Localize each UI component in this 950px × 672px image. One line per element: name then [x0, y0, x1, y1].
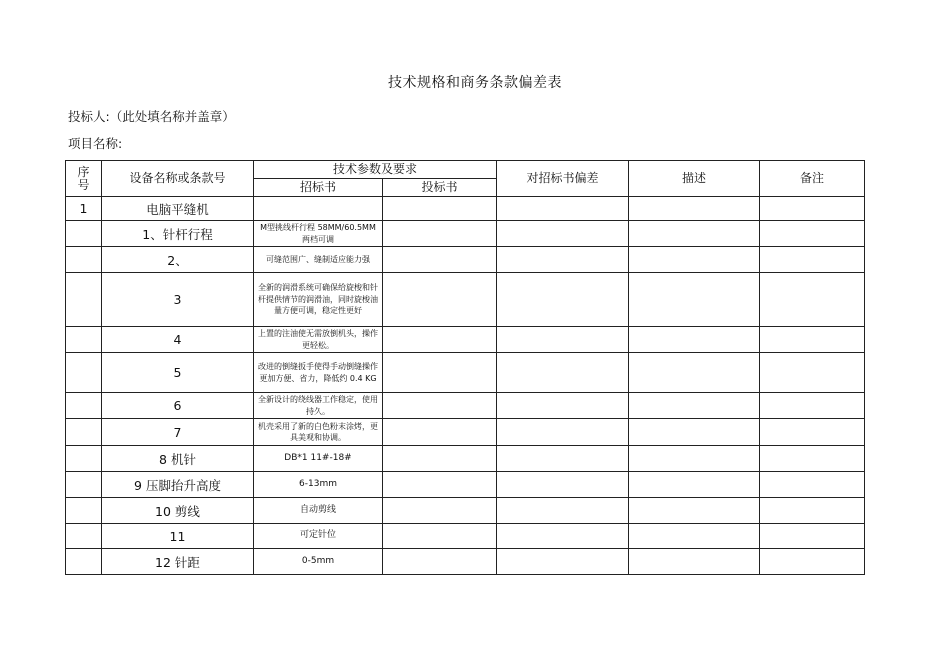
table-row: [66, 393, 865, 419]
cell-deviation: [497, 247, 629, 273]
cell-description: [629, 524, 760, 549]
cell-tender-spec: [254, 197, 383, 221]
table-row: [66, 498, 865, 524]
bidder-label: 投标人:（此处填名称并盖章）: [68, 109, 235, 124]
table-row: [66, 524, 865, 549]
cell-item: 1、针杆行程: [102, 221, 254, 247]
cell-seq: [66, 273, 102, 327]
cell-bid-spec: [383, 197, 497, 221]
cell-bid-spec: [383, 273, 497, 327]
header-bid-doc: 投标书: [383, 179, 497, 197]
cell-tender-spec: 可定针位: [254, 524, 383, 549]
cell-seq: [66, 221, 102, 247]
cell-description: [629, 221, 760, 247]
cell-description: [629, 247, 760, 273]
cell-seq: [66, 446, 102, 472]
header-deviation: 对招标书偏差: [497, 161, 629, 197]
cell-bid-spec: [383, 498, 497, 524]
cell-tender-spec: 全新的润滑系统可确保给旋梭和针杆提供情节的润滑油，同时旋梭油量方便可调，稳定性更好: [254, 273, 383, 327]
cell-seq: [66, 353, 102, 393]
cell-deviation: [497, 393, 629, 419]
cell-remark: [760, 221, 865, 247]
cell-deviation: [497, 327, 629, 353]
table-row: [66, 472, 865, 498]
deviation-table: [65, 160, 865, 575]
header-tech-params: 技术参数及要求: [254, 161, 497, 179]
cell-deviation: [497, 498, 629, 524]
cell-deviation: [497, 472, 629, 498]
cell-remark: [760, 524, 865, 549]
cell-deviation: [497, 446, 629, 472]
cell-deviation: [497, 273, 629, 327]
cell-description: [629, 393, 760, 419]
cell-tender-spec: 机壳采用了新的白色粉末涂烤，更具美观和协调。: [254, 419, 383, 446]
cell-seq: [66, 498, 102, 524]
cell-description: [629, 419, 760, 446]
cell-remark: [760, 472, 865, 498]
header-item: 设备名称或条款号: [102, 161, 254, 197]
cell-bid-spec: [383, 524, 497, 549]
cell-item: 12 针距: [102, 549, 254, 575]
header-description: 描述: [629, 161, 760, 197]
table-row: [66, 247, 865, 273]
cell-remark: [760, 273, 865, 327]
cell-bid-spec: [383, 327, 497, 353]
header-remark: 备注: [760, 161, 865, 197]
cell-description: [629, 549, 760, 575]
cell-item: 10 剪线: [102, 498, 254, 524]
cell-description: [629, 353, 760, 393]
cell-tender-spec: 上置的注油使无需放倒机头，操作更轻松。: [254, 327, 383, 353]
table-row: [66, 327, 865, 353]
table-row: [66, 549, 865, 575]
cell-deviation: [497, 549, 629, 575]
cell-remark: [760, 353, 865, 393]
cell-item: 电脑平缝机: [102, 197, 254, 221]
cell-seq: [66, 419, 102, 446]
table-row: [66, 221, 865, 247]
cell-remark: [760, 446, 865, 472]
cell-tender-spec: 全新设计的绕线器工作稳定，使用持久。: [254, 393, 383, 419]
cell-deviation: [497, 221, 629, 247]
cell-bid-spec: [383, 221, 497, 247]
cell-item: 4: [102, 327, 254, 353]
cell-remark: [760, 247, 865, 273]
table-body: [66, 197, 865, 575]
cell-seq: [66, 472, 102, 498]
cell-tender-spec: 自动剪线: [254, 498, 383, 524]
cell-bid-spec: [383, 419, 497, 446]
cell-tender-spec: 改进的倒缝扳手使得手动倒缝操作更加方便、省力，降低约 0.4 KG: [254, 353, 383, 393]
cell-bid-spec: [383, 549, 497, 575]
cell-item: 6: [102, 393, 254, 419]
cell-item: 9 压脚抬升高度: [102, 472, 254, 498]
header-seq: 序号: [66, 161, 102, 197]
cell-remark: [760, 419, 865, 446]
cell-remark: [760, 549, 865, 575]
cell-seq: 1: [66, 197, 102, 221]
cell-tender-spec: 可缝范围广、缝制适应能力强: [254, 247, 383, 273]
project-name-label: 项目名称:: [68, 136, 123, 151]
cell-item: 2、: [102, 247, 254, 273]
cell-remark: [760, 393, 865, 419]
cell-remark: [760, 327, 865, 353]
table-row: [66, 197, 865, 221]
cell-description: [629, 327, 760, 353]
page-title: 技术规格和商务条款偏差表: [388, 75, 562, 91]
cell-seq: [66, 247, 102, 273]
cell-tender-spec: DB*1 11#-18#: [254, 446, 383, 472]
cell-bid-spec: [383, 247, 497, 273]
cell-bid-spec: [383, 353, 497, 393]
cell-deviation: [497, 353, 629, 393]
header-tender-doc: 招标书: [254, 179, 383, 197]
cell-description: [629, 472, 760, 498]
cell-tender-spec: 6-13mm: [254, 472, 383, 498]
table-row: [66, 353, 865, 393]
cell-seq: [66, 549, 102, 575]
cell-remark: [760, 197, 865, 221]
table-row: [66, 273, 865, 327]
cell-bid-spec: [383, 393, 497, 419]
cell-bid-spec: [383, 472, 497, 498]
cell-description: [629, 498, 760, 524]
cell-deviation: [497, 419, 629, 446]
cell-seq: [66, 524, 102, 549]
cell-item: 7: [102, 419, 254, 446]
cell-item: 11: [102, 524, 254, 549]
cell-item: 3: [102, 273, 254, 327]
cell-item: 8 机针: [102, 446, 254, 472]
cell-seq: [66, 393, 102, 419]
cell-tender-spec: 0-5mm: [254, 549, 383, 575]
cell-bid-spec: [383, 446, 497, 472]
cell-description: [629, 446, 760, 472]
cell-deviation: [497, 197, 629, 221]
cell-seq: [66, 327, 102, 353]
cell-tender-spec: M型挑线杆行程 58MM/60.5MM两档可调: [254, 221, 383, 247]
cell-remark: [760, 498, 865, 524]
table-row: [66, 446, 865, 472]
cell-deviation: [497, 524, 629, 549]
table-row: [66, 419, 865, 446]
cell-description: [629, 197, 760, 221]
cell-description: [629, 273, 760, 327]
cell-item: 5: [102, 353, 254, 393]
